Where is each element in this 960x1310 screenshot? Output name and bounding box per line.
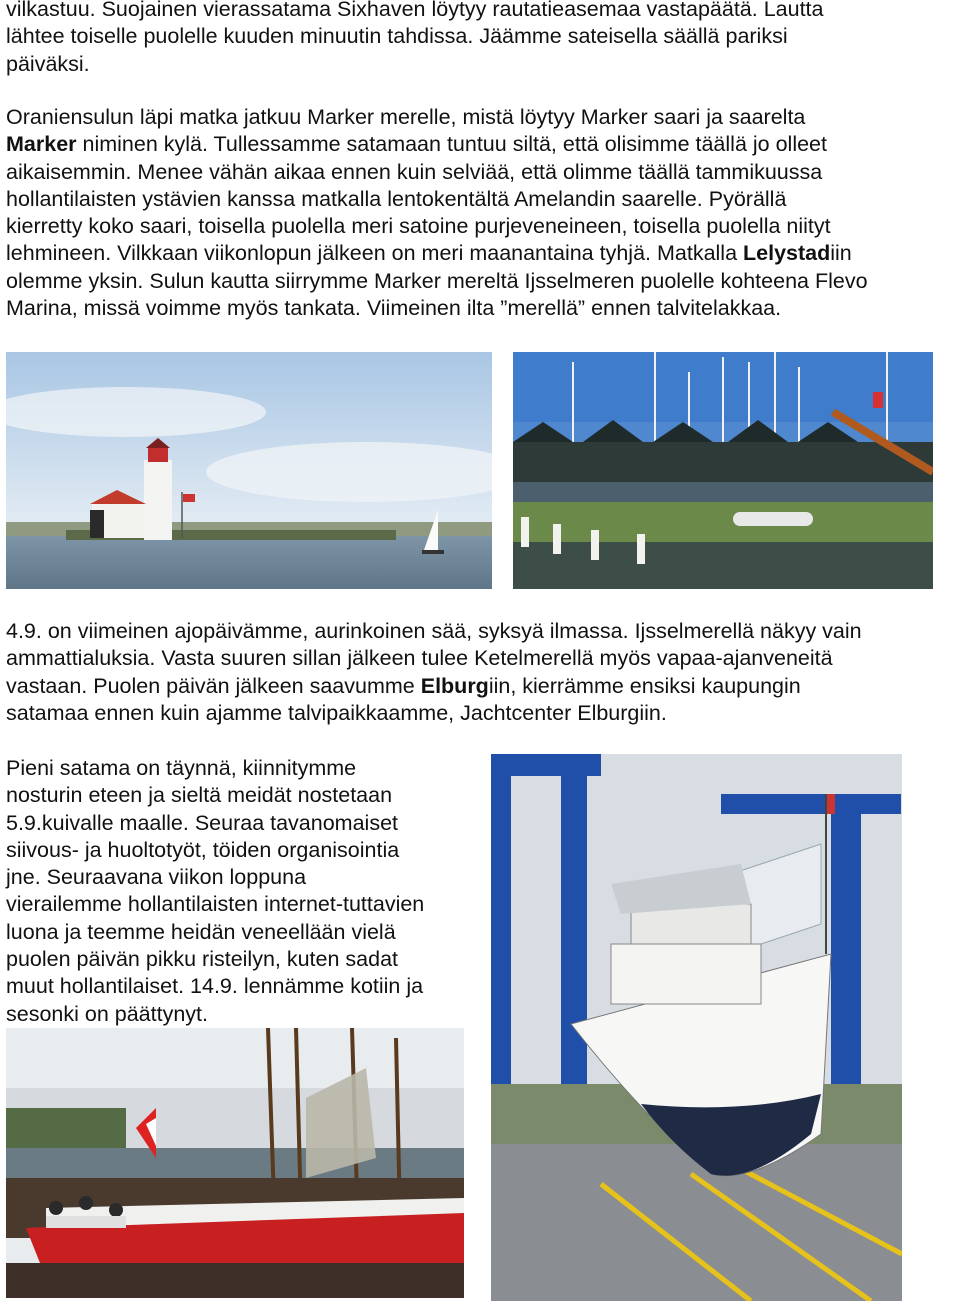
text-line: Pieni satama on täynnä, kiinnitymme [6, 756, 357, 780]
text-line: 5.9.kuivalle maalle. Seuraa tavanomaiset [6, 810, 398, 835]
photo-lighthouse [6, 352, 492, 589]
text-line: hollantilaisten ystävien kanssa matkalla lentokentältä Amelandin saarelle. Pyörällä [6, 186, 787, 211]
text-line: vierailemme hollantilaisten internet-tuttavien [6, 892, 425, 917]
photo-traditional-boats [6, 1028, 464, 1298]
paragraph-dry-dock [6, 755, 424, 1028]
photo-boat-lift [491, 754, 902, 1301]
text-line: nosturin eteen ja sieltä meidät nostetaan [6, 783, 393, 808]
text-run: lehmineen. Vilkkaan viikonlopun jälkeen on meri maanantaina tyhjä. Matkalla [6, 241, 744, 266]
photo-marker-harbour [513, 352, 933, 589]
text-line [6, 240, 868, 267]
text-run: iin [830, 241, 852, 266]
text-line: muut hollantilaiset. 14.9. lennämme kotiin ja [6, 974, 424, 999]
text-run: iin, kierrämme ensiksi kaupungin [488, 673, 801, 698]
text-line: Oraniensulun läpi matka jatkuu Marker merelle, mistä löytyy Marker saari ja saarelta [6, 105, 806, 129]
paragraph-elburg [6, 618, 862, 727]
text-line: jne. Seuraavana viikon loppuna [6, 865, 307, 890]
text-line: siivous- ja huoltotyöt, töiden organisointia [6, 837, 400, 862]
text-line: sesonki on päättynyt. [6, 1001, 208, 1026]
text-line [6, 673, 862, 700]
text-line: olemme yksin. Sulun kautta siirrymme Marker mereltä Ijsselmeren puolelle kohteena Flevo [6, 268, 868, 293]
text-line: 4.9. on viimeinen ajopäivämme, aurinkoinen sää, syksyä ilmassa. Ijsselmerellä näkyy vain [6, 619, 862, 643]
paragraph-marker [6, 104, 868, 322]
text-line: aikaisemmin. Menee vähän aikaa ennen kuin selviää, että olimme täällä tammikuussa [6, 159, 823, 184]
bold-place-lelystad: Lelystad [743, 241, 831, 266]
text-run: vastaan. Puolen päivän jälkeen saavumme [6, 673, 421, 698]
paragraph-sixhaven [6, 0, 823, 78]
text-run: niminen kylä. Tullessamme satamaan tuntuu siltä, että olisimme täällä jo olleet [76, 132, 827, 157]
text-line: ammattialuksia. Vasta suuren sillan jälkeen tulee Ketelmerellä myös vapaa-ajanveneitä [6, 646, 833, 671]
text-line: satamaa ennen kuin ajamme talvipaikkaamme, Jachtcenter Elburgiin. [6, 700, 667, 725]
bold-place-elburg: Elburg [420, 673, 489, 698]
text-line: luona ja teemme heidän veneellään vielä [6, 919, 396, 944]
text-line: päiväksi. [6, 51, 90, 76]
text-line: vilkastuu. Suojainen vierassatama Sixhaven löytyy rautatieasemaa vastapäätä. Lautta [6, 0, 824, 21]
bold-place-marker: Marker [6, 132, 77, 157]
text-line: kierretty koko saari, toisella puolella meri satoine purjeveneineen, toisella puolella niityt [6, 214, 831, 239]
text-line: puolen päivän pikku risteilyn, kuten sadat [6, 947, 399, 972]
text-line: lähtee toiselle puolelle kuuden minuutin tahdissa. Jäämme sateisella säällä pariksi [6, 24, 788, 49]
text-line: Marina, missä voimme myös tankata. Viimeinen ilta ”merellä” ennen talvitelakkaa. [6, 296, 782, 321]
text-line [6, 131, 868, 158]
